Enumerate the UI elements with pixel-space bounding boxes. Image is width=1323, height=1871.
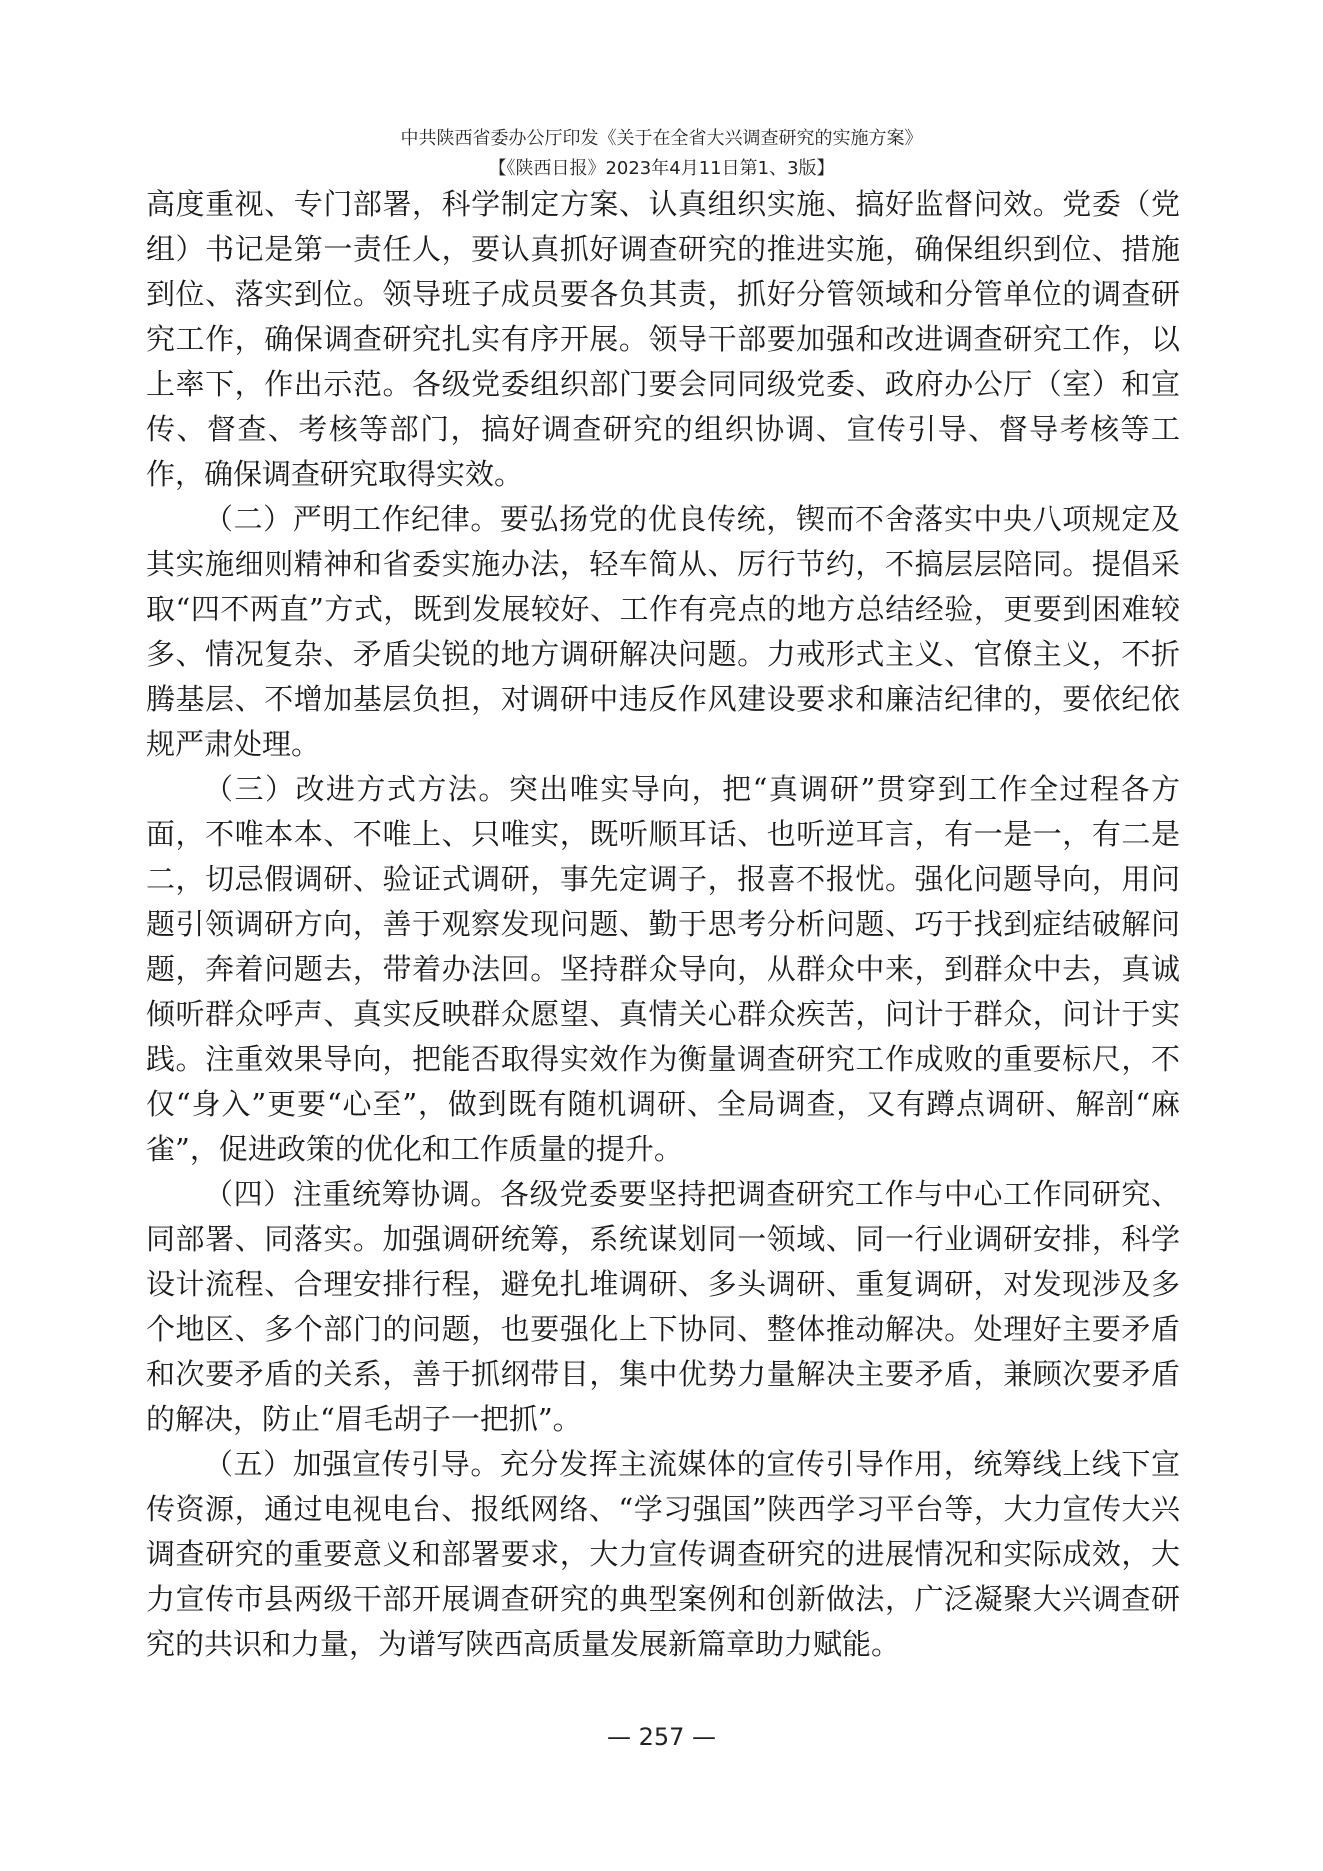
paragraph-coordination: （四）注重统筹协调。各级党委要坚持把调查研究工作与中心工作同研究、同部署、同落实。加强调研统筹，系统谋划同一领域、同一行业调研安排，科学设计流程、合理安排行程，避免扎堆调研、多头调研、重复调研，对发现涉及多个地区、多个部门的问题，也要强化上下协同、整体推动解决。处理好主要矛盾和次要矛盾的关系，善于抓纲带目，集中优势力量解决主要矛盾，兼顾次要矛盾的解决，防止“眉毛胡子一把抓”。 <box>146 1177 1180 1436</box>
page-header <box>0 124 1323 184</box>
paragraph-methods: （三）改进方式方法。突出唯实导向，把“真调研”贯穿到工作全过程各方面，不唯本本、不唯上、只唯实，既听顺耳话、也听逆耳言，有一是一，有二是二，切忌假调研、验证式调研，事先定调子，报喜不报忧。强化问题导向，用问题引领调研方向，善于观察发现问题、勤于思考分析问题、巧于找到症结破解问题，奔着问题去，带着办法回。坚持群众导向，从群众中来，到群众中去，真诚倾听群众呼声、真实反映群众愿望、真情关心群众疾苦，问计于群众，问计于实践。注重效果导向，把能否取得实效作为衡量调查研究工作成败的重要标尺，不仅“身入”更要“心至”，做到既有随机调研、全局调查，又有蹲点调研、解剖“麻雀”，促进政策的优化和工作质量的提升。 <box>146 772 1180 1166</box>
document-title: 中共陕西省委办公厅印发《关于在全省大兴调查研究的实施方案》 <box>400 128 923 149</box>
body-text <box>146 182 1180 1667</box>
paragraph-continuation: 高度重视、专门部署，科学制定方案、认真组织实施、搞好监督问效。党委（党组）书记是第一责任人，要认真抓好调查研究的推进实施，确保组织到位、措施到位、落实到位。领导班子成员要各负其责，抓好分管领域和分管单位的调查研究工作，确保调查研究扎实有序开展。领导干部要加强和改进调查研究工作，以上率下，作出示范。各级党委组织部门要会同同级党委、政府办公厅（室）和宣传、督查、考核等部门，搞好调查研究的组织协调、宣传引导、督导考核等工作，确保调查研究取得实效。 <box>146 187 1180 491</box>
document-source: 【《陕西日报》2023年4月11日第1、3版】 <box>488 158 835 179</box>
paragraph-work-discipline: （二）严明工作纪律。要弘扬党的优良传统，锲而不舍落实中央八项规定及其实施细则精神和省委实施办法，轻车简从、厉行节约，不搞层层陪同。提倡采取“四不两直”方式，既到发展较好、工作有亮点的地方总结经验，更要到困难较多、情况复杂、矛盾尖锐的地方调研解决问题。力戒形式主义、官僚主义，不折腾基层、不增加基层负担，对调研中违反作风建设要求和廉洁纪律的，要依纪依规严肃处理。 <box>146 502 1180 761</box>
page-number: — 257 — <box>606 1723 717 1751</box>
paragraph-publicity: （五）加强宣传引导。充分发挥主流媒体的宣传引导作用，统筹线上线下宣传资源，通过电视电台、报纸网络、“学习强国”陕西学习平台等，大力宣传大兴调查研究的重要意义和部署要求，大力宣传调查研究的进展情况和实际成效，大力宣传市县两级干部开展调查研究的典型案例和创新做法，广泛凝聚大兴调查研究的共识和力量，为谱写陕西高质量发展新篇章助力赋能。 <box>146 1447 1180 1661</box>
